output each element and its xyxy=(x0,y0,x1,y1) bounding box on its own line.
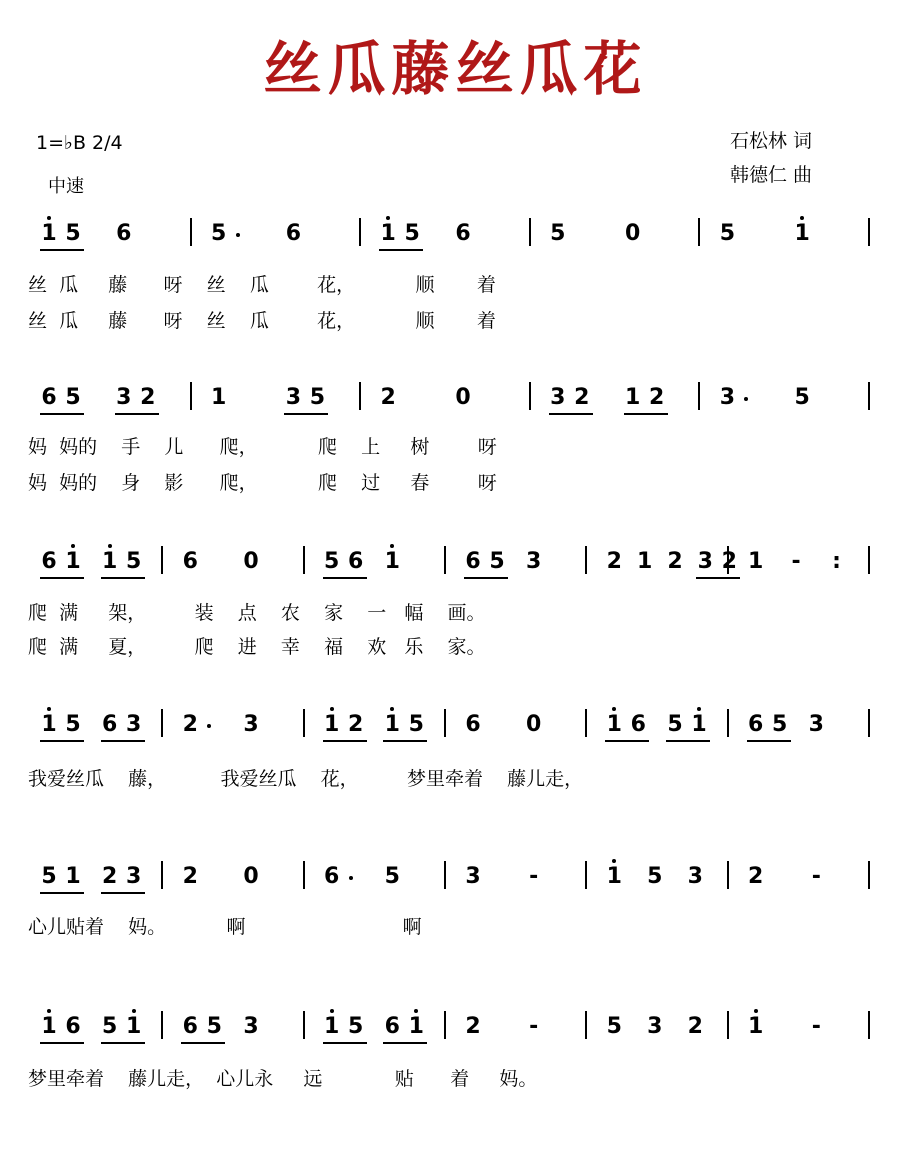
song-title: 丝瓜藤丝瓜花 xyxy=(263,35,648,103)
octave-dot xyxy=(612,859,616,863)
note: 1 xyxy=(324,712,340,737)
octave-dot xyxy=(47,1009,51,1013)
note: 2 xyxy=(140,385,156,410)
note: 0 xyxy=(624,221,641,246)
beam-underline xyxy=(40,413,84,415)
octave-dot xyxy=(390,544,394,548)
augmentation-dot xyxy=(207,724,211,728)
beam-underline xyxy=(323,740,367,742)
beam-underline xyxy=(181,1042,225,1044)
bar-line xyxy=(727,861,729,889)
beam-underline xyxy=(379,249,423,251)
bar-line xyxy=(868,382,870,410)
beam-underline xyxy=(383,1042,427,1044)
octave-dot xyxy=(754,1009,758,1013)
note: 1 xyxy=(691,712,707,737)
note: 2 xyxy=(465,1014,481,1039)
bar-line xyxy=(585,546,587,574)
beam-underline xyxy=(101,577,145,579)
note: 5 xyxy=(489,549,505,574)
note: 6 xyxy=(116,221,132,246)
beam-underline xyxy=(549,413,593,415)
bar-line xyxy=(303,709,305,737)
bar-line xyxy=(444,546,446,574)
beam-underline xyxy=(101,740,145,742)
note: 5 xyxy=(210,221,227,246)
note: 5 xyxy=(667,712,683,737)
bar-line xyxy=(161,861,163,889)
note: 1 xyxy=(794,221,810,246)
beam-underline xyxy=(666,740,710,742)
bar-line xyxy=(529,218,531,246)
note: 6 xyxy=(41,549,57,574)
beam-underline xyxy=(605,740,649,742)
composer: 韩德仁 曲 xyxy=(730,164,813,186)
beam-underline xyxy=(40,740,84,742)
note: 2 xyxy=(380,385,396,410)
note: 6 xyxy=(455,221,471,246)
note: 1 xyxy=(126,1014,142,1039)
note: 1 xyxy=(324,1014,340,1039)
octave-dot xyxy=(612,707,616,711)
lyric-line: 我爱丝瓜 藤， 我爱丝瓜 花， 梦里牵着 藤儿走， xyxy=(28,768,584,790)
note: 3 xyxy=(116,385,132,410)
dash-note: - xyxy=(811,1014,821,1039)
beam-underline xyxy=(624,413,668,415)
lyric-line: 妈 妈的 身 影 爬， 爬 过 春 呀 xyxy=(28,472,497,494)
note: 3 xyxy=(465,864,481,889)
lyric-line: 妈 妈的 手 儿 爬， 爬 上 树 呀 xyxy=(28,436,497,458)
note: 5 xyxy=(719,221,736,246)
note: 3 xyxy=(285,385,302,410)
octave-dot xyxy=(330,707,334,711)
note: 5 xyxy=(65,385,81,410)
bar-line xyxy=(868,709,870,737)
note: 6 xyxy=(65,1014,81,1039)
note: 2 xyxy=(574,385,590,410)
note: 1 xyxy=(380,221,396,246)
note: 2 xyxy=(687,1014,703,1039)
note: 1 xyxy=(384,549,400,574)
bar-line xyxy=(698,382,700,410)
note: 2 xyxy=(648,385,665,410)
note: 2 xyxy=(348,712,364,737)
note: 6 xyxy=(41,385,57,410)
note: 5 xyxy=(65,221,81,246)
lyric-line: 丝 瓜 藤 呀 丝 瓜 花， 顺 着 xyxy=(28,274,496,296)
note: 6 xyxy=(384,1014,400,1039)
lyric-line: 梦里牵着 藤儿走， 心儿永 远 贴 着 妈。 xyxy=(28,1068,538,1090)
beam-underline xyxy=(323,1042,367,1044)
note: 1 xyxy=(210,385,227,410)
octave-dot xyxy=(47,707,51,711)
octave-dot xyxy=(132,1009,136,1013)
note: 5 xyxy=(102,1014,118,1039)
octave-dot xyxy=(390,707,394,711)
note: 0 xyxy=(455,385,471,410)
augmentation-dot xyxy=(236,233,240,237)
note: 3 xyxy=(808,712,824,737)
beam-underline xyxy=(40,577,84,579)
beam-underline xyxy=(323,577,367,579)
note: 2 xyxy=(606,549,622,574)
beam-underline xyxy=(40,892,84,894)
note: 3 xyxy=(243,712,259,737)
bar-line xyxy=(190,382,192,410)
bar-line xyxy=(161,709,163,737)
note: 6 xyxy=(465,712,481,737)
note: 6 xyxy=(182,1014,198,1039)
note: 5 xyxy=(647,864,663,889)
bar-line xyxy=(868,218,870,246)
note: 1 xyxy=(41,1014,57,1039)
bar-line xyxy=(868,861,870,889)
key-signature: 1=♭B 2/4 xyxy=(36,132,123,154)
note: 1 xyxy=(65,549,81,574)
note: 5 xyxy=(404,221,420,246)
augmentation-dot xyxy=(349,876,353,880)
bar-line xyxy=(444,709,446,737)
beam-underline xyxy=(40,249,84,251)
octave-dot xyxy=(47,216,51,220)
note: 3 xyxy=(697,549,713,574)
octave-dot xyxy=(414,1009,418,1013)
bar-line xyxy=(303,1011,305,1039)
beam-underline xyxy=(696,577,740,579)
note: 6 xyxy=(748,712,764,737)
note: 3 xyxy=(526,549,542,574)
note: 5 xyxy=(384,864,400,889)
bar-line xyxy=(161,546,163,574)
note: 2 xyxy=(748,864,764,889)
note: 3 xyxy=(126,864,142,889)
lyricist: 石松林 词 xyxy=(730,130,813,152)
note: 1 xyxy=(384,712,400,737)
lyric-line: 爬 满 架， 装 点 农 家 一 幅 画。 xyxy=(28,602,486,624)
lyric-line: 爬 满 夏， 爬 进 幸 福 欢 乐 家。 xyxy=(28,636,486,658)
beam-underline xyxy=(101,1042,145,1044)
bar-line xyxy=(868,1011,870,1039)
tempo-marking: 中速 xyxy=(48,176,84,197)
note: 6 xyxy=(630,712,646,737)
bar-line xyxy=(529,382,531,410)
beam-underline xyxy=(101,892,145,894)
note: 2 xyxy=(667,549,683,574)
note: 6 xyxy=(324,864,340,889)
bar-line xyxy=(303,546,305,574)
bar-line xyxy=(444,1011,446,1039)
note: 0 xyxy=(243,864,259,889)
bar-line xyxy=(444,861,446,889)
dash-note: - xyxy=(529,1014,539,1039)
lyric-line: 心儿贴着 妈。 啊 啊 xyxy=(28,916,422,938)
beam-underline xyxy=(464,577,508,579)
beam-underline xyxy=(115,413,159,415)
note: 5 xyxy=(206,1014,222,1039)
beam-underline xyxy=(747,740,791,742)
note: 6 xyxy=(102,712,118,737)
note: 5 xyxy=(794,385,810,410)
octave-dot xyxy=(330,1009,334,1013)
note: 3 xyxy=(550,385,566,410)
bar-line xyxy=(303,861,305,889)
dash-note: - xyxy=(529,864,539,889)
bar-line xyxy=(585,709,587,737)
note: 5 xyxy=(772,712,788,737)
bar-line xyxy=(161,1011,163,1039)
octave-dot xyxy=(800,216,804,220)
note: 3 xyxy=(719,385,736,410)
note: 6 xyxy=(182,549,198,574)
note: 1 xyxy=(606,712,622,737)
note: 1 xyxy=(41,712,57,737)
note: 1 xyxy=(408,1014,424,1039)
note: 5 xyxy=(324,549,340,574)
note: 1 xyxy=(606,864,622,889)
bar-line xyxy=(359,218,361,246)
note: 6 xyxy=(285,221,302,246)
dash-note: - xyxy=(811,864,821,889)
note: 2 xyxy=(721,549,737,574)
beam-underline xyxy=(383,740,427,742)
note: 1 xyxy=(637,549,653,574)
note: 1 xyxy=(748,549,764,574)
note: 2 xyxy=(102,864,118,889)
bar-line xyxy=(727,709,729,737)
note: 0 xyxy=(243,549,259,574)
dash-note: - xyxy=(791,549,801,574)
octave-dot xyxy=(697,707,701,711)
note: 5 xyxy=(126,549,142,574)
note: 1 xyxy=(624,385,641,410)
lyric-line: 丝 瓜 藤 呀 丝 瓜 花， 顺 着 xyxy=(28,310,496,332)
note: 1 xyxy=(102,549,118,574)
bar-line xyxy=(190,218,192,246)
note: 3 xyxy=(647,1014,663,1039)
note: 5 xyxy=(550,221,566,246)
bar-line xyxy=(868,546,870,574)
credits xyxy=(730,124,812,192)
bar-line xyxy=(698,218,700,246)
note: 3 xyxy=(126,712,142,737)
augmentation-dot xyxy=(744,397,748,401)
note: 5 xyxy=(41,864,57,889)
note: 5 xyxy=(65,712,81,737)
note: 3 xyxy=(243,1014,259,1039)
bar-line xyxy=(585,1011,587,1039)
octave-dot xyxy=(71,544,75,548)
note: 0 xyxy=(526,712,542,737)
note: 5 xyxy=(309,385,326,410)
octave-dot xyxy=(108,544,112,548)
note: : xyxy=(832,549,841,574)
note: 1 xyxy=(748,1014,764,1039)
bar-line xyxy=(727,1011,729,1039)
note: 3 xyxy=(687,864,703,889)
note: 5 xyxy=(348,1014,364,1039)
bar-line xyxy=(359,382,361,410)
bar-line xyxy=(585,861,587,889)
beam-underline xyxy=(284,413,328,415)
note: 1 xyxy=(41,221,57,246)
octave-dot xyxy=(386,216,390,220)
note: 5 xyxy=(408,712,424,737)
note: 5 xyxy=(606,1014,622,1039)
note: 6 xyxy=(465,549,481,574)
note: 6 xyxy=(348,549,364,574)
note: 1 xyxy=(65,864,81,889)
beam-underline xyxy=(40,1042,84,1044)
note: 2 xyxy=(182,864,198,889)
note: 2 xyxy=(182,712,198,737)
